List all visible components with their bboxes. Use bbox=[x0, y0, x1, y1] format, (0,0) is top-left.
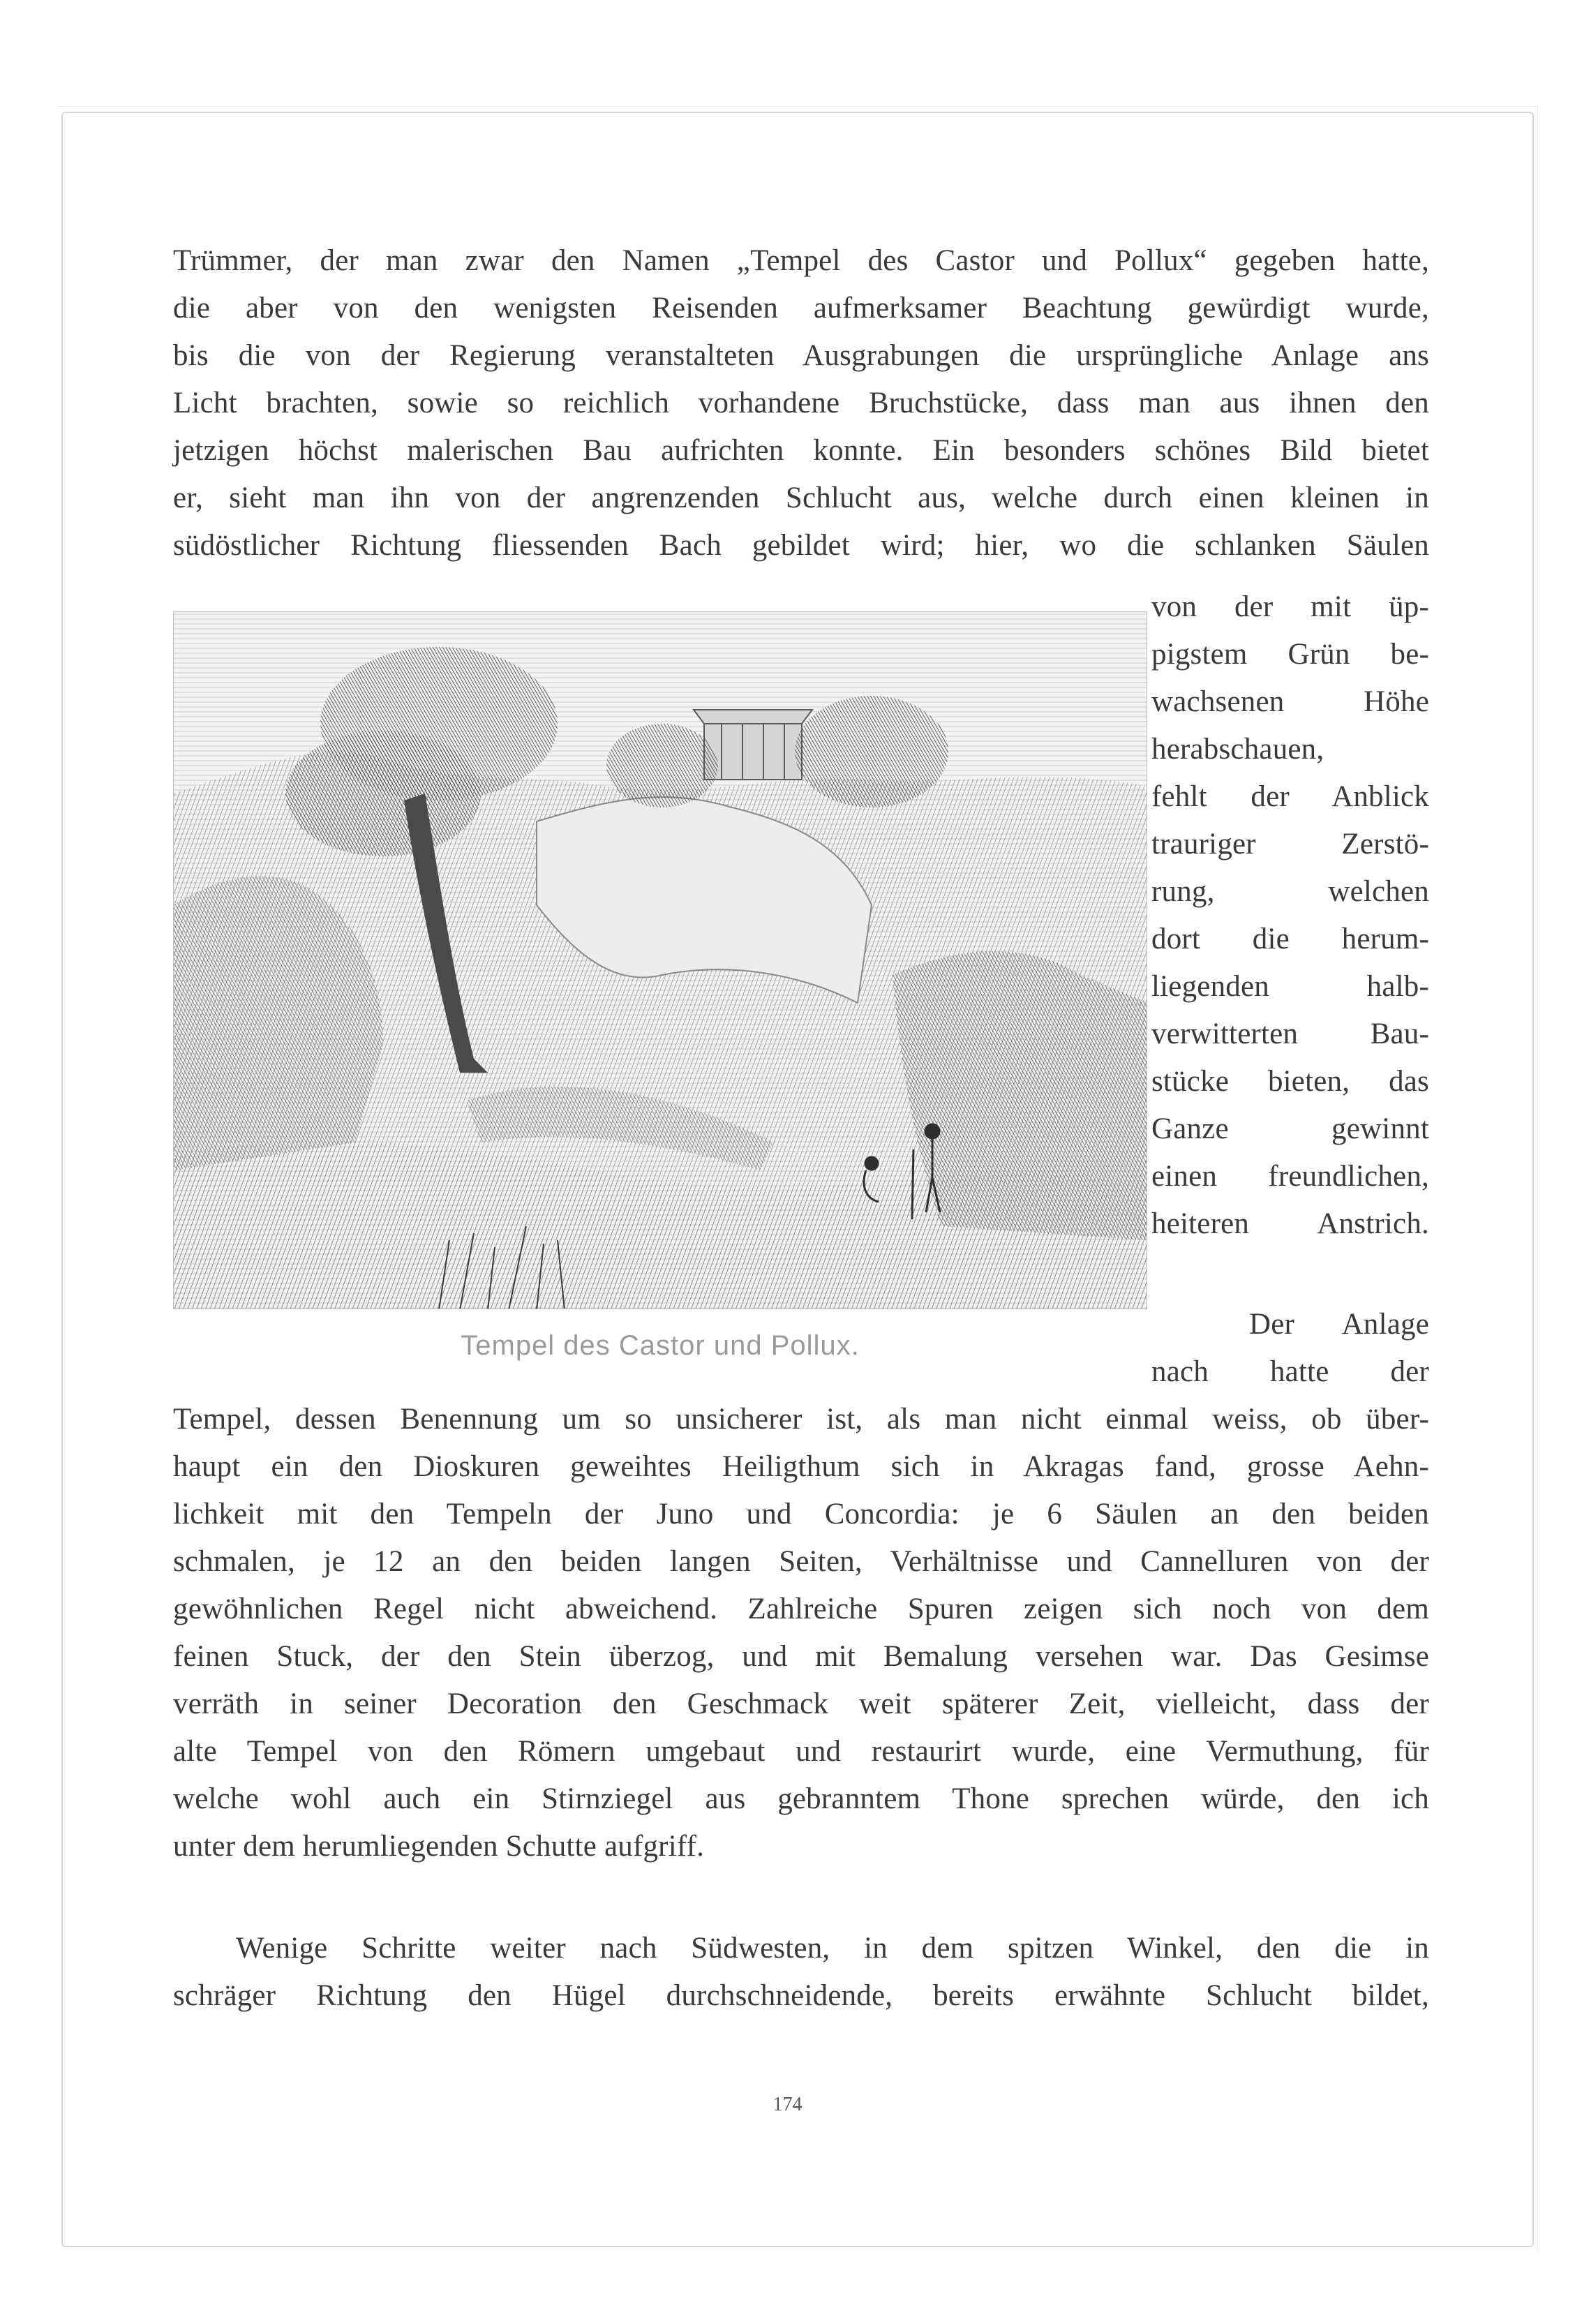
text-line: unter dem herumliegenden Schutte aufgriff. bbox=[173, 1830, 705, 1863]
text-line: liegenden halb- bbox=[1151, 970, 1429, 1003]
text-line: verwitterten Bau- bbox=[1151, 1018, 1429, 1050]
text-line: einen freundlichen, bbox=[1151, 1160, 1429, 1193]
text-line: Tempel, dessen Benennung um so unsicherer ist, als man nicht einmal weiss, ob über- bbox=[173, 1403, 1429, 1436]
text-line: fehlt der Anblick bbox=[1151, 780, 1429, 813]
text-line: Trümmer, der man zwar den Namen „Tempel des Castor und Pollux“ gegeben hatte, bbox=[173, 244, 1429, 277]
page-number: 174 bbox=[772, 2094, 803, 2115]
text-line: herabschauen, bbox=[1151, 733, 1324, 766]
text-line: südöstlicher Richtung fliessenden Bach gebildet wird; hier, wo die schlanken Säulen bbox=[173, 529, 1429, 562]
text-line: er, sieht man ihn von der angrenzenden Schlucht aus, welche durch einen kleinen in bbox=[173, 482, 1429, 514]
text-line: dort die herum- bbox=[1151, 923, 1429, 955]
text-line: Der Anlage bbox=[1249, 1308, 1429, 1341]
text-line: schräger Richtung den Hügel durchschneidende, bereits erwähnte Schlucht bildet, bbox=[173, 1979, 1429, 2012]
engraving-illustration bbox=[173, 611, 1147, 1309]
text-line: nach hatte der bbox=[1151, 1355, 1429, 1388]
text-line: welche wohl auch ein Stirnziegel aus gebranntem Thone sprechen würde, den ich bbox=[173, 1782, 1429, 1815]
text-line: bis die von der Regierung veranstalteten Ausgrabungen die ursprüngliche Anlage ans bbox=[173, 339, 1429, 372]
text-line: rung, welchen bbox=[1151, 875, 1429, 908]
illustration-caption: Tempel des Castor und Pollux. bbox=[461, 1330, 860, 1361]
text-line: verräth in seiner Decoration den Geschmack weit späterer Zeit, vielleicht, dass der bbox=[173, 1688, 1429, 1720]
text-line: lichkeit mit den Tempeln der Juno und Concordia: je 6 Säulen an den beiden bbox=[173, 1498, 1429, 1530]
text-line: jetzigen höchst malerischen Bau aufrichten konnte. Ein besonders schönes Bild bietet bbox=[173, 434, 1429, 467]
text-line: von der mit üp- bbox=[1151, 590, 1429, 623]
text-line: feinen Stuck, der den Stein überzog, und mit Bemalung versehen war. Das Gesimse bbox=[173, 1640, 1429, 1673]
text-line: pigstem Grün be- bbox=[1151, 638, 1429, 671]
text-line: wachsenen Höhe bbox=[1151, 685, 1429, 718]
text-line: gewöhnlichen Regel nicht abweichend. Zahlreiche Spuren zeigen sich noch von dem bbox=[173, 1593, 1429, 1625]
text-line: die aber von den wenigsten Reisenden aufmerksamer Beachtung gewürdigt wurde, bbox=[173, 292, 1429, 325]
text-line: Ganze gewinnt bbox=[1151, 1112, 1429, 1145]
text-line: trauriger Zerstö- bbox=[1151, 828, 1429, 861]
text-line: stücke bieten, das bbox=[1151, 1065, 1429, 1098]
text-line: Licht brachten, sowie so reichlich vorhandene Bruchstücke, dass man aus ihnen den bbox=[173, 387, 1429, 419]
text-line: alte Tempel von den Römern umgebaut und restaurirt wurde, eine Vermuthung, für bbox=[173, 1735, 1429, 1768]
text-line: schmalen, je 12 an den beiden langen Seiten, Verhältnisse und Cannelluren von der bbox=[173, 1545, 1429, 1578]
text-line: haupt ein den Dioskuren geweihtes Heiligthum sich in Akragas fand, grosse Aehn- bbox=[173, 1450, 1429, 1483]
text-line: heiteren Anstrich. bbox=[1151, 1207, 1429, 1240]
text-line: Wenige Schritte weiter nach Südwesten, in dem spitzen Winkel, den die in bbox=[236, 1932, 1429, 1965]
